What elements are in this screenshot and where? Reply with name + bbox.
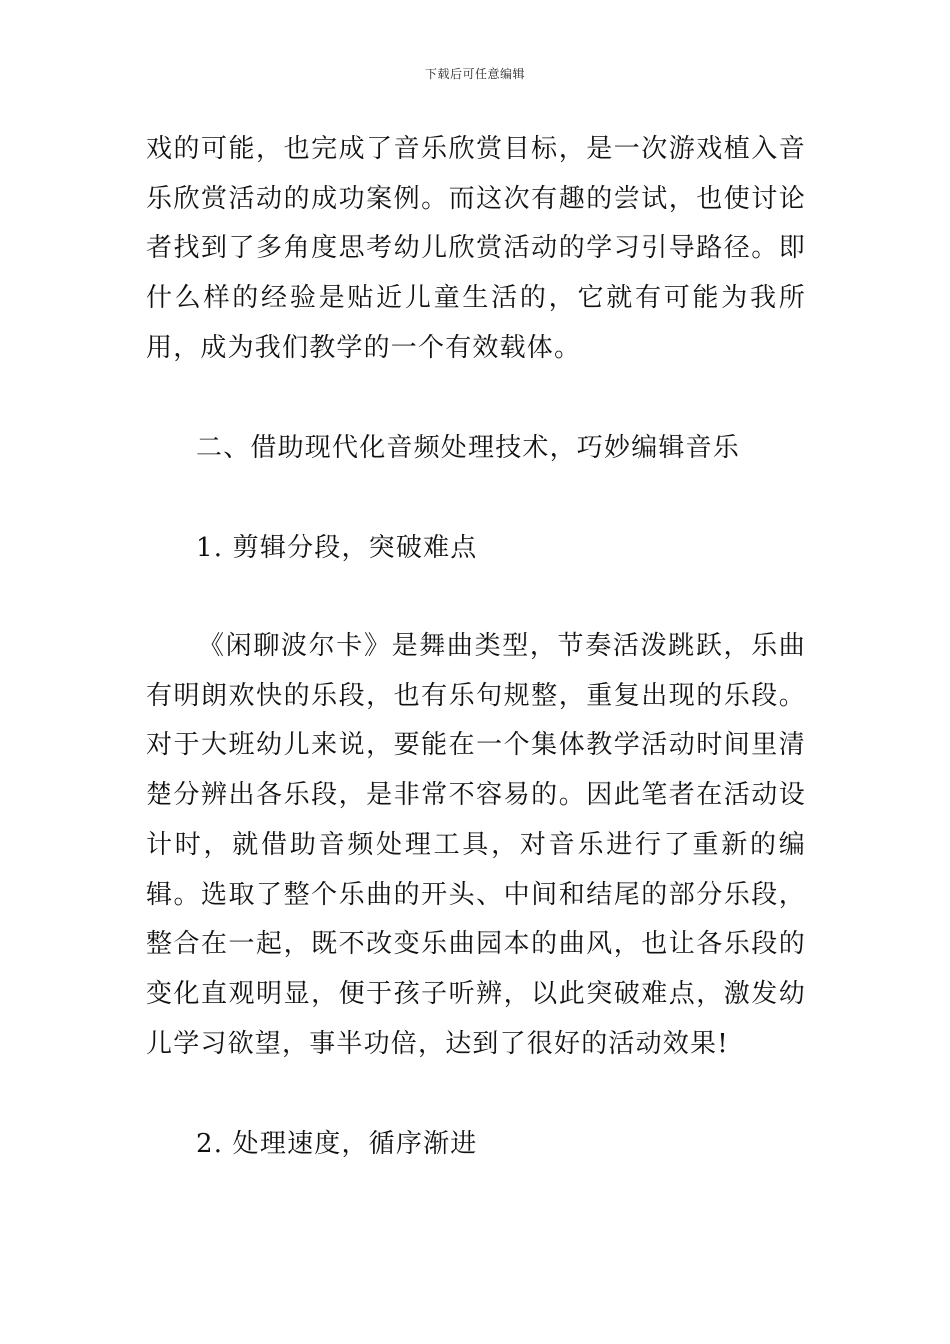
section-heading: 二、借助现代化音频处理技术，巧妙编辑音乐: [196, 433, 741, 463]
body-paragraph: 《闲聊波尔卡》是舞曲类型，节奏活泼跳跃，乐曲有明朗欢快的乐段，也有乐句规整，重复出现的乐段。对于大班幼儿来说，要能在一个集体教学活动时间里清楚分辨出各乐段，是非常不容易的。因此笔者在活动设计时，就借助音频处理工具，对音乐进行了重新的编辑。选取了整个乐曲的开头、中间和结尾的部分乐段，整合在一起，既不改变乐曲园本的曲风，也让各乐段的变化直观明显，便于孩子听辨，以此突破难点，激发幼儿学习欲望，事半功倍，达到了很好的活动效果!: [146, 631, 806, 1059]
header-note: 下载后可任意编辑: [424, 67, 525, 81]
subsection-heading: 1. 剪辑分段，突破难点: [196, 533, 478, 563]
subsection-heading: 2. 处理速度，循序渐进: [196, 1129, 478, 1159]
body-paragraph: 戏的可能，也完成了音乐欣赏目标，是一次游戏植入音乐欣赏活动的成功案例。而这次有趣的尝试，也使讨论者找到了多角度思考幼儿欣赏活动的学习引导路径。即什么样的经验是贴近儿童生活的，它就有可能为我所用，成为我们教学的一个有效载体。: [146, 134, 806, 363]
